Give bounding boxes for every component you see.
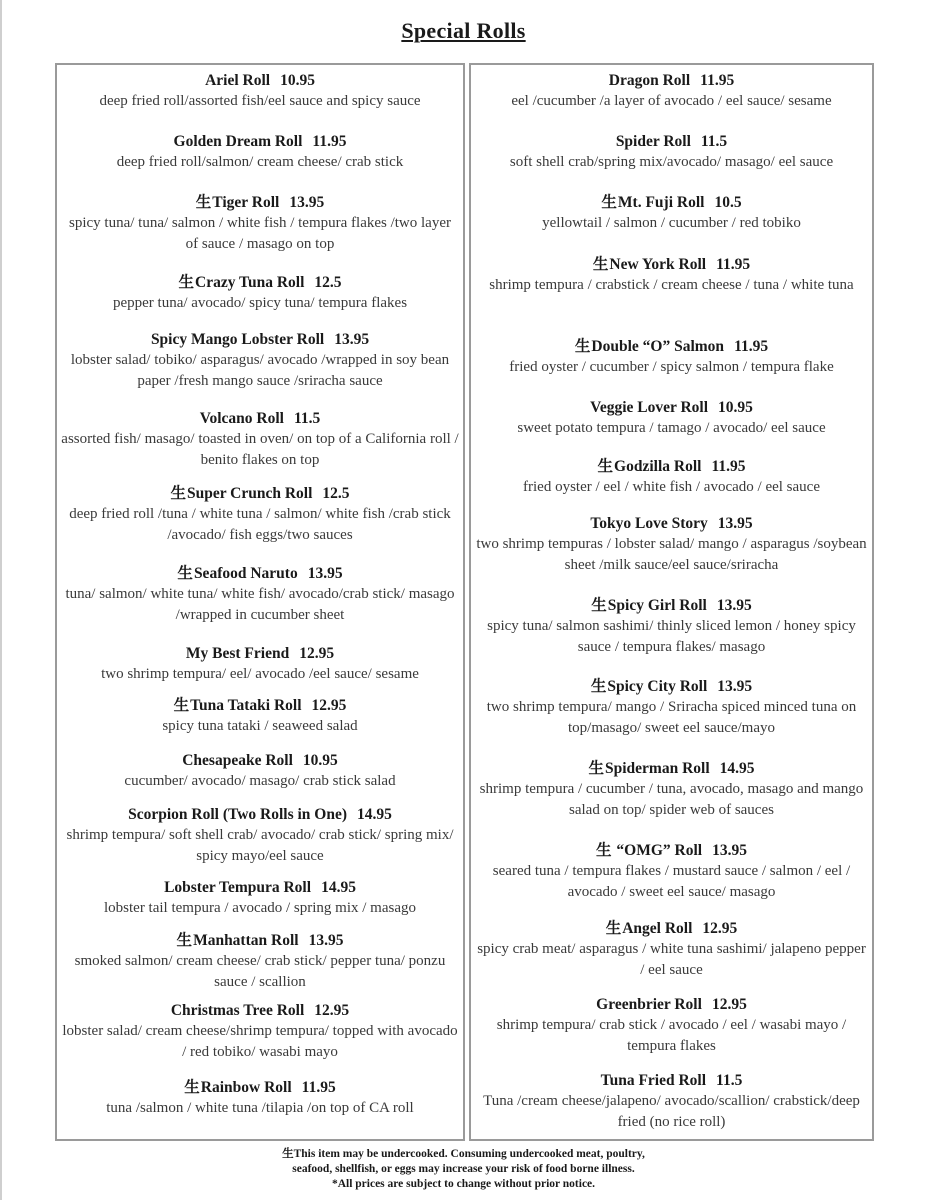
menu-item-title: [471, 995, 872, 1015]
menu-item: [57, 644, 463, 685]
menu-item-title: [471, 337, 872, 357]
menu-item-description: eel /cucumber /a layer of avocado / eel sauce/ sesame: [511, 93, 832, 109]
raw-item-marker: 生: [590, 678, 607, 695]
menu-item-description: spicy tuna/ salmon sashimi/ thinly sliced lemon / honey spicy sauce / tempura flakes/ masago: [487, 618, 856, 655]
menu-item-description: seared tuna / tempura flakes / mustard sauce / salmon / eel / avocado / sweet eel sauce/ masago: [492, 863, 851, 900]
menu-item: [57, 132, 463, 173]
menu-item-description: spicy tuna tataki / seaweed salad: [162, 718, 358, 734]
raw-item-marker: 生: [184, 1079, 200, 1096]
menu-item-price: 11.95: [711, 458, 746, 475]
menu-item: [57, 931, 463, 993]
price-notice: *All prices are subject to change without prior notice.: [331, 1178, 596, 1190]
menu-item: [471, 995, 872, 1057]
menu-item-title: [471, 677, 872, 697]
menu-item-description: shrimp tempura/ soft shell crab/ avocado/ crab stick/ spring mix/ spicy mayo/eel sauce: [66, 827, 454, 864]
menu-item: [471, 193, 872, 234]
menu-item-title: [471, 255, 872, 275]
menu-item: [471, 71, 872, 112]
menu-item-description: two shrimp tempuras / lobster salad/ mango / asparagus /soybean sheet /milk sauce/eel sauce/sriracha: [476, 536, 867, 573]
raw-item-marker: 生: [605, 920, 622, 937]
menu-item: [471, 759, 872, 821]
menu-item: [471, 596, 872, 658]
menu-item-title: [471, 759, 872, 779]
menu-item: [471, 919, 872, 981]
menu-item-price: 12.95: [314, 1002, 350, 1019]
menu-item: [471, 677, 872, 739]
menu-item-title: [471, 1071, 872, 1091]
menu-item-price: 12.95: [702, 920, 738, 937]
menu-item-price: 12.95: [311, 697, 347, 714]
menu-item: [57, 71, 463, 112]
menu-item-description: smoked salmon/ cream cheese/ crab stick/ pepper tuna/ ponzu sauce / scallion: [74, 953, 446, 990]
menu-item-title: [471, 841, 872, 861]
menu-item-name: Rainbow Roll: [200, 1079, 292, 1096]
menu-item-title: [471, 919, 872, 939]
menu-item-description: cucumber/ avocado/ masago/ crab stick salad: [124, 773, 396, 789]
menu-item-title: [471, 596, 872, 616]
menu-item-name: Spicy City Roll: [607, 678, 708, 695]
menu-item: [57, 696, 463, 737]
menu-item-description: shrimp tempura / crabstick / cream cheese / tuna / white tuna: [489, 277, 854, 293]
menu-item: [471, 514, 872, 576]
menu-item-title: [57, 805, 463, 825]
menu-item-title: [471, 514, 872, 534]
menu-item: [57, 564, 463, 626]
menu-item: [471, 398, 872, 439]
menu-item-title: [57, 273, 463, 293]
menu-item-name: Spicy Mango Lobster Roll: [150, 331, 325, 348]
raw-item-marker: 生: [592, 256, 609, 273]
menu-item: [57, 193, 463, 255]
menu-item-description: shrimp tempura/ crab stick / avocado / eel / wasabi mayo / tempura flakes: [496, 1017, 847, 1054]
menu-item-price: 13.95: [716, 597, 752, 614]
menu-item-description: sweet potato tempura / tamago / avocado/ eel sauce: [517, 420, 826, 436]
menu-item-price: 13.95: [289, 194, 325, 211]
menu-item-description: spicy tuna/ tuna/ salmon / white fish / tempura flakes /two layer of sauce / masago on top: [69, 215, 451, 252]
menu-item-description: spicy crab meat/ asparagus / white tuna sashimi/ jalapeno pepper / eel sauce: [477, 941, 866, 978]
menu-item-name: Mt. Fuji Roll: [617, 194, 705, 211]
raw-item-marker: 生: [601, 194, 617, 211]
menu-item-description: fried oyster / cucumber / spicy salmon / tempura flake: [509, 359, 834, 375]
menu-item-price: 11.95: [301, 1079, 336, 1096]
menu-item-name: Tokyo Love Story: [590, 515, 708, 532]
menu-item-description: deep fried roll /tuna / white tuna / salmon/ white fish /crab stick /avocado/ fish eggs/two sauces: [69, 506, 451, 543]
raw-item-marker: 生: [574, 338, 591, 355]
undercooked-disclaimer: [0, 1147, 927, 1192]
menu-item: [57, 330, 463, 392]
menu-item-title: [471, 193, 872, 213]
menu-item-name: Spicy Girl Roll: [607, 597, 707, 614]
menu-item: [57, 409, 463, 471]
menu-item-title: [57, 71, 463, 91]
menu-item-price: 12.95: [299, 645, 335, 662]
menu-item: [471, 1071, 872, 1133]
menu-item-description: shrimp tempura / cucumber / tuna, avocado, masago and mango salad on top/ spider web of sauces: [479, 781, 864, 818]
menu-item-price: 13.95: [717, 515, 753, 532]
menu-item: [57, 1001, 463, 1063]
menu-item: [57, 484, 463, 546]
menu-item-description: pepper tuna/ avocado/ spicy tuna/ tempura flakes: [112, 295, 408, 311]
left-menu-column: [55, 63, 465, 1141]
menu-item-name: Volcano Roll: [199, 410, 284, 427]
menu-item-description: lobster tail tempura / avocado / spring mix / masago: [103, 900, 416, 916]
menu-item-description: deep fried roll/salmon/ cream cheese/ crab stick: [116, 154, 404, 170]
raw-item-marker: 生: [170, 485, 186, 502]
menu-item-title: [57, 931, 463, 951]
menu-item-title: [471, 457, 872, 477]
menu-item-price: 12.5: [322, 485, 350, 502]
menu-item-description: soft shell crab/spring mix/avocado/ masago/ eel sauce: [509, 154, 834, 170]
menu-item-name: Golden Dream Roll: [173, 133, 303, 150]
menu-item: [471, 841, 872, 903]
menu-item-description: tuna/ salmon/ white tuna/ white fish/ avocado/crab stick/ masago /wrapped in cucumber sheet: [65, 586, 455, 623]
menu-item-name: Scorpion Roll (Two Rolls in One): [128, 806, 347, 823]
menu-item-price: 13.95: [712, 842, 747, 859]
menu-item-description: yellowtail / salmon / cucumber / red tobiko: [542, 215, 801, 231]
menu-item-name: Lobster Tempura Roll: [164, 879, 312, 896]
menu-item-title: [57, 878, 463, 898]
menu-item: [471, 255, 872, 296]
menu-item-price: 11.5: [716, 1072, 743, 1089]
menu-item-name: Spider Roll: [615, 133, 691, 150]
menu-item-name: Seafood Naruto: [193, 565, 298, 582]
menu-item-name: Ariel Roll: [205, 72, 271, 89]
menu-item-title: [471, 71, 872, 91]
menu-item-name: “OMG” Roll: [612, 842, 703, 859]
menu-item-price: 10.5: [714, 194, 742, 211]
menu-item-name: Christmas Tree Roll: [170, 1002, 305, 1019]
menu-item-title: [57, 1001, 463, 1021]
menu-item-name: Tiger Roll: [212, 194, 280, 211]
raw-item-marker: 生: [177, 565, 193, 582]
disclaimer-line-2: seafood, shellfish, or eggs may increase your risk of food borne illness.: [292, 1163, 635, 1175]
menu-item-price: 14.95: [719, 760, 755, 777]
menu-item-description: tuna /salmon / white tuna /tilapia /on top of CA roll: [106, 1100, 414, 1116]
menu-item-title: [471, 398, 872, 418]
menu-item-name: Angel Roll: [622, 920, 693, 937]
menu-item-description: two shrimp tempura/ mango / Sriracha spiced minced tuna on top/masago/ sweet eel sauce/mayo: [486, 699, 857, 736]
menu-item-price: 11.95: [734, 338, 769, 355]
menu-item-price: 11.95: [700, 72, 735, 89]
raw-item-marker: 生: [591, 597, 607, 614]
menu-item-name: Veggie Lover Roll: [590, 399, 709, 416]
menu-item-price: 12.5: [314, 274, 342, 291]
menu-item: [471, 457, 872, 498]
menu-item: [57, 1078, 463, 1119]
menu-item-price: 13.95: [334, 331, 370, 348]
raw-item-marker: 生: [596, 842, 612, 859]
menu-item-title: [57, 564, 463, 584]
menu-item-price: 13.95: [717, 678, 753, 695]
menu-item-price: 11.5: [293, 410, 321, 427]
menu-item: [57, 878, 463, 919]
menu-item: [57, 751, 463, 792]
menu-item-description: two shrimp tempura/ eel/ avocado /eel sauce/ sesame: [101, 666, 419, 682]
menu-item-name: Greenbrier Roll: [596, 996, 702, 1013]
raw-item-marker: 生: [597, 458, 614, 475]
menu-item-price: 12.95: [711, 996, 747, 1013]
menu-item-name: Super Crunch Roll: [186, 485, 313, 502]
menu-item-title: [57, 193, 463, 213]
raw-item-marker: 生: [588, 760, 604, 777]
menu-item-name: Tuna Tataki Roll: [190, 697, 302, 714]
menu-item-title: [57, 409, 463, 429]
menu-item-name: Chesapeake Roll: [182, 752, 293, 769]
raw-item-marker: 生: [178, 274, 194, 291]
menu-item-name: New York Roll: [609, 256, 707, 273]
menu-item-description: Tuna /cream cheese/jalapeno/ avocado/scallion/ crabstick/deep fried (no rice roll): [483, 1093, 860, 1130]
menu-item-price: 11.5: [700, 133, 728, 150]
menu-item-name: Crazy Tuna Roll: [195, 274, 305, 291]
menu-item-price: 10.95: [302, 752, 338, 769]
page-title: Special Rolls: [401, 18, 526, 43]
menu-item-title: [57, 132, 463, 152]
page-edge: [0, 0, 2, 1200]
menu-item-price: 11.95: [312, 133, 347, 150]
right-menu-column: [469, 63, 874, 1141]
menu-item-price: 10.95: [280, 72, 315, 89]
menu-item-description: assorted fish/ masago/ toasted in oven/ on top of a California roll / benito flakes on top: [61, 431, 459, 468]
raw-item-marker: 生: [176, 932, 193, 949]
menu-item: [57, 273, 463, 314]
menu-item-price: 13.95: [308, 932, 344, 949]
menu-item-description: lobster salad/ tobiko/ asparagus/ avocado /wrapped in soy bean paper /fresh mango sauce /sriracha sauce: [70, 352, 450, 389]
menu-item-title: [57, 751, 463, 771]
menu-item-name: Dragon Roll: [608, 72, 691, 89]
menu-item-name: My Best Friend: [185, 645, 290, 662]
menu-item: [471, 337, 872, 378]
menu-item-description: fried oyster / eel / white fish / avocado / eel sauce: [523, 479, 820, 495]
raw-item-marker: 生: [195, 194, 212, 211]
menu-item-description: lobster salad/ cream cheese/shrimp tempura/ topped with avocado / red tobiko/ wasabi mayo: [62, 1023, 458, 1060]
menu-item-title: [471, 132, 872, 152]
menu-item-name: Double “O” Salmon: [591, 338, 725, 355]
menu-item-price: 10.95: [718, 399, 753, 416]
menu-item-title: [57, 644, 463, 664]
menu-item-price: 13.95: [307, 565, 343, 582]
menu-item-name: Tuna Fried Roll: [600, 1072, 707, 1089]
menu-item-title: [57, 696, 463, 716]
menu-item-title: [57, 1078, 463, 1098]
menu-item-price: 14.95: [321, 879, 356, 896]
menu-item-description: deep fried roll/assorted fish/eel sauce and spicy sauce: [99, 93, 421, 109]
menu-item-price: 11.95: [716, 256, 751, 273]
menu-item-name: Godzilla Roll: [614, 458, 702, 475]
menu-item-title: [57, 330, 463, 350]
menu-item: [471, 132, 872, 173]
raw-item-marker: 生: [173, 697, 190, 714]
menu-item: [57, 805, 463, 867]
menu-item-name: Manhattan Roll: [193, 932, 299, 949]
menu-item-title: [57, 484, 463, 504]
disclaimer-line-1: 生This item may be undercooked. Consuming undercooked meat, poultry,: [282, 1148, 645, 1160]
menu-item-price: 14.95: [357, 806, 392, 823]
menu-item-name: Spiderman Roll: [605, 760, 710, 777]
